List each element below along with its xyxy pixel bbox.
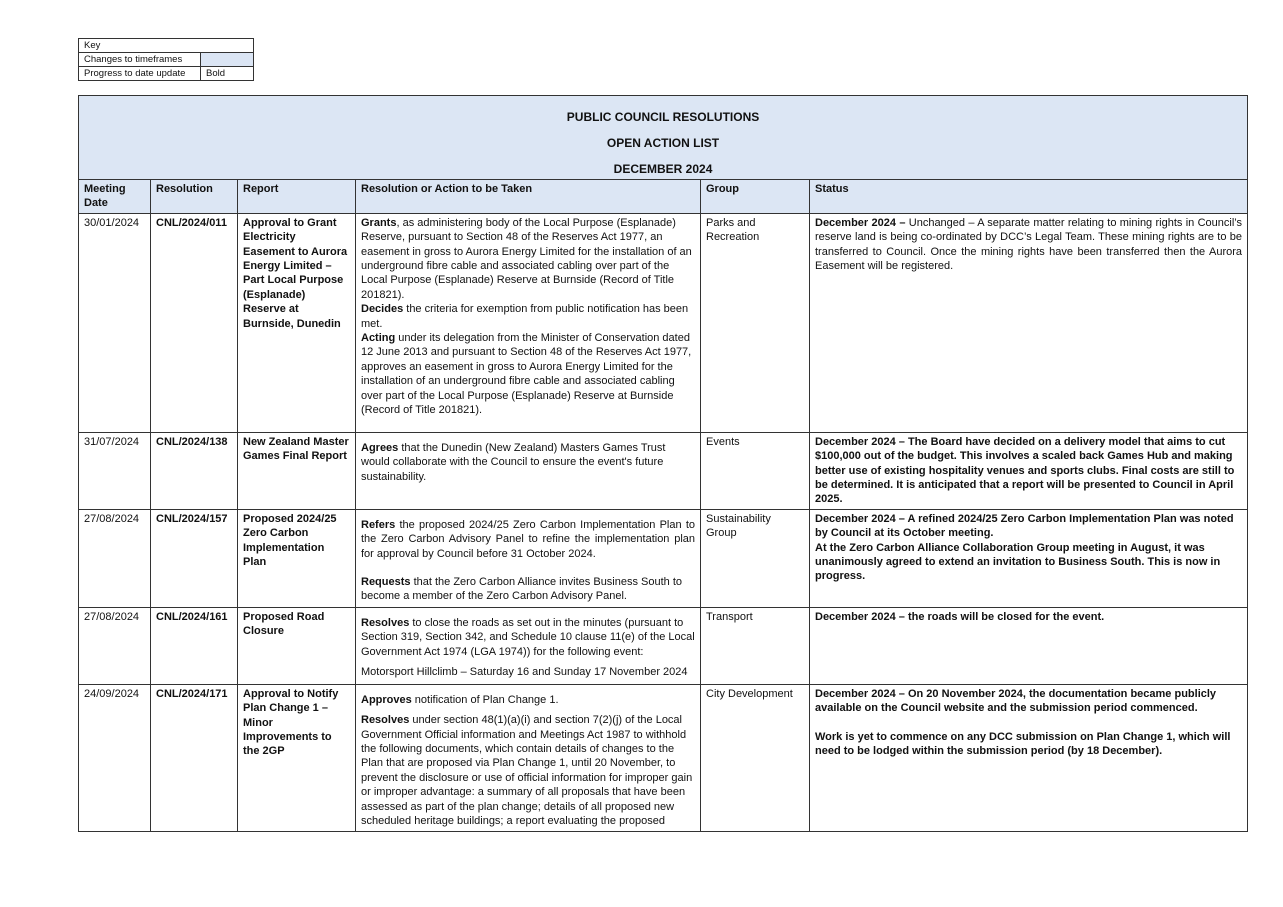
action-verb: Grants [361, 216, 397, 229]
status-text: At the Zero Carbon Alliance Collaboration Group meeting in August, it was unanimously agreed to extend an invitation to Business South. This is now in progress. [815, 541, 1221, 583]
action-text: that the Zero Carbon Alliance invites Business South to become a member of the Zero Carbon Advisory Panel. [361, 576, 683, 603]
meeting-date: 31/07/2024 [79, 432, 151, 509]
action-text: under section 48(1)(a)(i) and section 7(2)(j) of the Local Government Official information and Meetings Act 1987 to withhold the following documents, which contain details of changes to the Plan that are proposed via Plan Change 1, until 20 November, to prevent the disclosure or use of official information for improper gain or improper advantage: a summary of all proposals that have been assessed as part of the plan change; details of all proposed new scheduled heritage buildings; a report evaluating the proposed [361, 714, 693, 828]
event-name: Motorsport Hillclimb – Saturday 16 and Sunday 17 November 2024 [361, 666, 688, 679]
column-header-group: Group [701, 180, 810, 214]
resolution-number: CNL/2024/161 [151, 607, 238, 684]
column-header-report: Report [238, 180, 356, 214]
status-text: Work is yet to commence on any DCC submission on Plan Change 1, which will need to be lodged within the submission period (by 18 December). [815, 730, 1231, 758]
report-title: Proposed Road Closure [238, 607, 356, 684]
action-cell [356, 509, 701, 607]
action-cell [356, 684, 701, 831]
action-text: the criteria for exemption from public notification has been met. [361, 303, 689, 330]
key-value: Bold [201, 67, 254, 81]
action-verb: Resolves [361, 616, 410, 629]
status-text: December 2024 – On 20 November 2024, the documentation became publicly available on the Council website and the submission period commenced. [815, 687, 1217, 715]
action-text: notification of Plan Change 1. [411, 693, 559, 706]
key-header-row [79, 39, 254, 53]
action-verb: Resolves [361, 714, 410, 727]
status-cell [810, 509, 1248, 607]
key-swatch-shaded [201, 53, 254, 67]
resolution-number: CNL/2024/138 [151, 432, 238, 509]
meeting-date: 27/08/2024 [79, 607, 151, 684]
column-header-resolution: Resolution [151, 180, 238, 214]
resolution-number: CNL/2024/171 [151, 684, 238, 831]
action-cell [356, 432, 701, 509]
table-row [79, 432, 1248, 509]
key-title: Key [79, 39, 254, 53]
meeting-date: 30/01/2024 [79, 213, 151, 432]
action-text: under its delegation from the Minister of Conservation dated 12 June 2013 and pursuant to Section 48 of the Reserves Act 1977, approves an easement in gross to Aurora Energy Limited for the installation of an underground fibre cable and associated cabling over part of the Local Purpose (Esplanade) Reserve at Burnside (Record of Title 201821). [361, 332, 692, 417]
column-header-status: Status [810, 180, 1248, 214]
group-name: Parks and Recreation [701, 213, 810, 432]
action-text: to close the roads as set out in the minutes (pursuant to Section 319, Section 342, and Schedule 10 clause 11(e) of the Local Government Act 1974 (LGA 1974)) for the following event: [361, 616, 695, 658]
action-list-table [78, 95, 1248, 832]
key-row [79, 67, 254, 81]
report-title: Proposed 2024/25 Zero Carbon Implementation Plan [238, 509, 356, 607]
status-cell: December 2024 – the roads will be closed for the event. [810, 607, 1248, 684]
action-text: that the Dunedin (New Zealand) Masters Games Trust would collaborate with the Council to ensure the event's future sustainability. [361, 441, 666, 483]
action-cell [356, 607, 701, 684]
resolution-number: CNL/2024/011 [151, 213, 238, 432]
column-header-meeting-date: Meeting Date [79, 180, 151, 214]
table-row [79, 509, 1248, 607]
column-header-row [79, 180, 1248, 214]
status-lead: December 2024 – [815, 216, 906, 229]
group-name: Sustainability Group [701, 509, 810, 607]
column-header-action: Resolution or Action to be Taken [356, 180, 701, 214]
status-cell [810, 684, 1248, 831]
table-row [79, 684, 1248, 831]
header-title: PUBLIC COUNCIL RESOLUTIONS [566, 110, 760, 124]
key-label: Progress to date update [79, 67, 201, 81]
action-cell [356, 213, 701, 432]
key-label: Changes to timeframes [79, 53, 201, 67]
header-date: DECEMBER 2024 [613, 162, 713, 176]
status-cell [810, 213, 1248, 432]
status-cell: December 2024 – The Board have decided on a delivery model that aims to cut $100,000 out of the budget. This involves a scaled back Games Hub and making better use of existing hospitality venues and sports clubs. Final costs are still to be determined. It is anticipated that a report will be presented to Council in April 2025. [810, 432, 1248, 509]
action-verb: Acting [361, 332, 396, 345]
action-verb: Approves [361, 693, 412, 706]
status-text: Unchanged – A separate matter relating to mining rights in Council’s reserve land is being co-ordinated by DCC’s Legal Team. These mining rights are to be transferred to Council. Once the mining rights have been transferred then the Aurora Easement will be registered. [815, 216, 1243, 273]
group-name: Transport [701, 607, 810, 684]
table-row [79, 607, 1248, 684]
resolution-number: CNL/2024/157 [151, 509, 238, 607]
action-text: , as administering body of the Local Purpose (Esplanade) Reserve, pursuant to Section 48 of the Reserves Act 1977, an easement in gross to Aurora Energy Limited for the installation of an underground fibre cable and associated cabling over part of the Local Purpose (Esplanade) Reserve at Burnside (Record of Title 201821). [361, 216, 692, 301]
key-row [79, 53, 254, 67]
document-header [79, 96, 1248, 180]
report-title: Approval to Grant Electricity Easement to Aurora Energy Limited – Part Local Purpose (Esplanade) Reserve at Burnside, Dunedin [238, 213, 356, 432]
action-verb: Requests [361, 576, 411, 589]
action-text: the proposed 2024/25 Zero Carbon Implementation Plan to the Zero Carbon Advisory Panel to refine the implementation plan for approval by Council before 31 October 2024. [361, 518, 695, 560]
header-subtitle: OPEN ACTION LIST [606, 136, 720, 150]
group-name: City Development [701, 684, 810, 831]
report-title: Approval to Notify Plan Change 1 – Minor Improvements to the 2GP [238, 684, 356, 831]
action-verb: Agrees [361, 441, 399, 454]
action-verb: Decides [361, 303, 404, 316]
key-table [78, 38, 254, 81]
table-row [79, 213, 1248, 432]
status-text: December 2024 – A refined 2024/25 Zero Carbon Implementation Plan was noted by Council at its October meeting. [815, 512, 1234, 540]
meeting-date: 24/09/2024 [79, 684, 151, 831]
action-verb: Refers [361, 518, 396, 531]
meeting-date: 27/08/2024 [79, 509, 151, 607]
report-title: New Zealand Master Games Final Report [238, 432, 356, 509]
group-name: Events [701, 432, 810, 509]
